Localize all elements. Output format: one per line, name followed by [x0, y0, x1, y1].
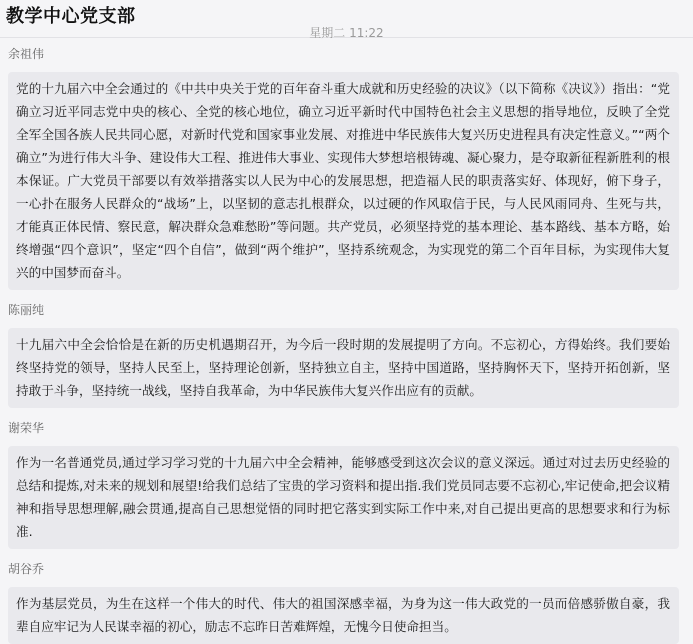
message-list[interactable]	[0, 46, 693, 644]
message-item	[0, 420, 693, 549]
sender-name[interactable]: 陈丽纯	[8, 303, 45, 317]
message-bubble[interactable]: 十九届六中全会恰恰是在新的历史机遇期召开，为今后一段时期的发展提明了方向。不忘初心，方得始终。我们要始终坚持党的领导，坚持人民至上，坚持理论创新，坚持独立自主，坚持中国道路，坚持胸怀天下，坚持开拓创新，坚持敢于斗争，坚持统一战线，坚持自我革命，为中华民族伟大复兴作出应有的贡献。	[8, 328, 679, 408]
message-item	[0, 302, 693, 408]
message-bubble[interactable]: 党的十九届六中全会通过的《中共中央关于党的百年奋斗重大成就和历史经验的决议》（以下简称《决议》）指出：“党确立习近平同志党中央的核心、全党的核心地位，确立习近平新时代中国特色社会主义思想的指导地位，反映了全党全军全国各族人民共同心愿，对新时代党和国家事业发展、对推进中华民族伟大复兴历史进程具有决定性意义。”“两个确立”为进行伟大斗争、建设伟大工程、推进伟大事业、实现伟大梦想培根铸魂、凝心聚力，是夺取新征程新胜利的根本保证。广大党员干部要以有效举措落实以人民为中心的发展思想，把造福人民的职责落实好、体现好，俯下身子，一心扑在服务人民群众的“战场”上，以坚韧的意志扎根群众，以过硬的作风取信于民，与人民风雨同舟、生死与共，才能真正体民情、察民意，解决群众急难愁盼”等问题。共产党员，必须坚持党的基本理论、基本路线、基本方略，始终增强“四个意识”，坚定“四个自信”，做到“两个维护”，坚持系统观念，为实现党的第二个百年目标，为实现伟大复兴的中国梦而奋斗。	[8, 72, 679, 290]
sender-name[interactable]: 胡谷乔	[8, 562, 45, 576]
sender-name[interactable]: 谢荣华	[8, 421, 45, 435]
message-item	[0, 561, 693, 644]
message-timestamp: 星期二 11:22	[309, 26, 384, 40]
message-bubble[interactable]: 作为一名普通党员,通过学习学习党的十九届六中全会精神，能够感受到这次会议的意义深远。通过对过去历史经验的总结和提炼,对未来的规划和展望!给我们总结了宝贵的学习资料和提出指.我们党员同志要不忘初心,牢记使命,把会议精神和指导思想理解,融会贯通,提高自己思想觉悟的同时把它落实到实际工作中来,对自己提出更高的思想要求和行为标准.	[8, 446, 679, 549]
sender-name[interactable]: 余祖伟	[8, 47, 45, 61]
message-item	[0, 46, 693, 290]
chat-header	[0, 0, 693, 38]
group-title: 教学中心党支部	[6, 6, 136, 27]
message-bubble[interactable]: 作为基层党员，为生在这样一个伟大的时代、伟大的祖国深感幸福，为身为这一伟大政党的一员而倍感骄傲自豪，我辈自应牢记为人民谋幸福的初心，励志不忘昨日苦难辉煌，无愧今日使命担当。	[8, 587, 679, 644]
